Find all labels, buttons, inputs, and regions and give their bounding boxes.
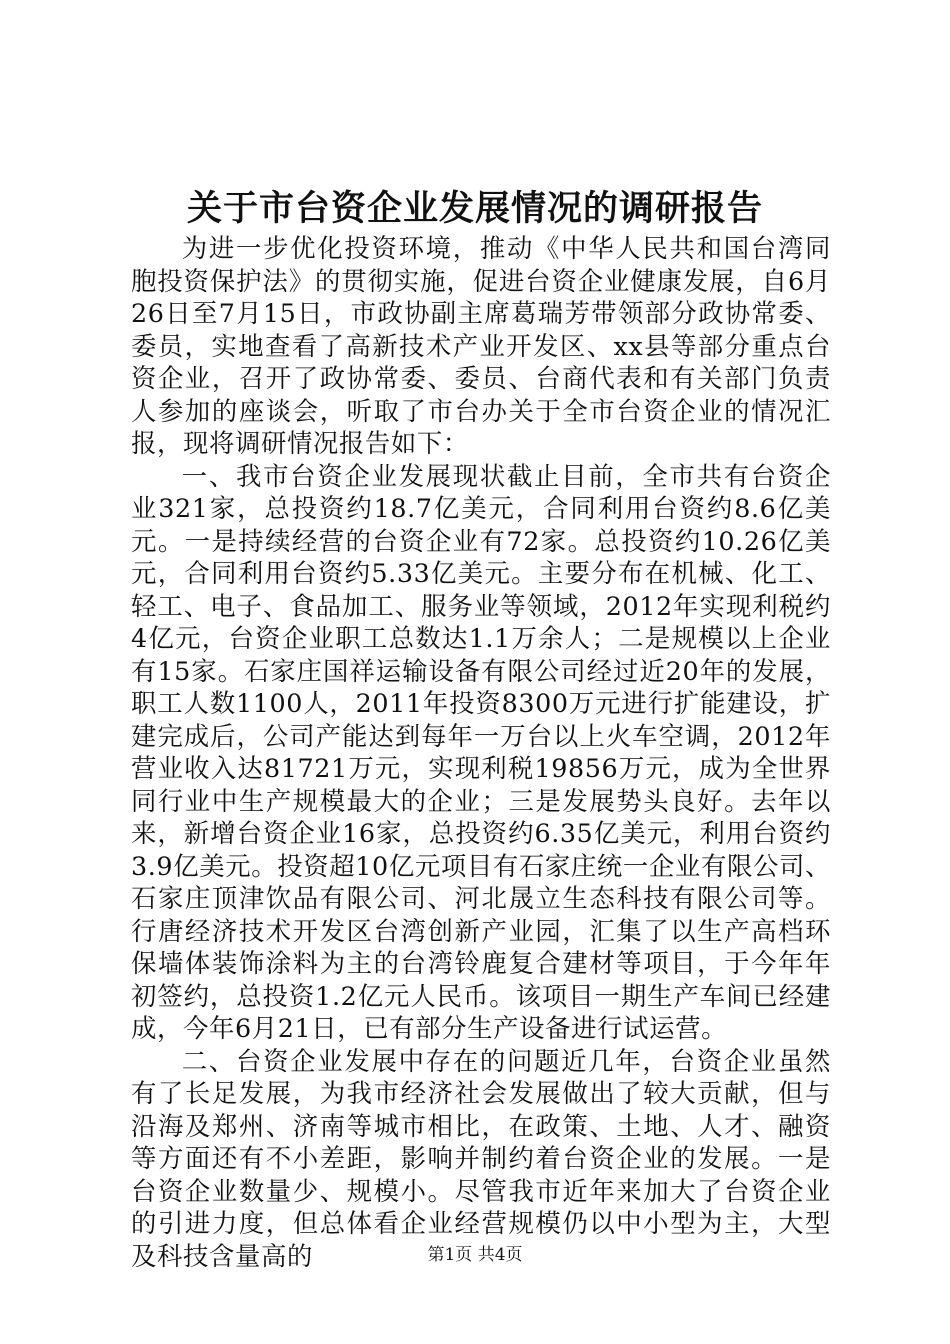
page-number-footer: 第1页 共4页 xyxy=(427,1245,523,1265)
paragraph-section-1: 一、我市台资企业发展现状截止目前，全市共有台资企业321家，总投资约18.7亿美元，合同利用台资约8.6亿美元。一是持续经营的台资企业有72家。总投资约10.26亿美元，合同利用台资约5.33亿美元。主要分布在机械、化工、轻工、电子、食品加工、服务业等领域，2012年实现利税约4亿元，台资企业职工总数达1.1万余人；二是规模以上企业有15家。石家庄国祥运输设备有限公司经过近20年的发展，职工人数1100人，2011年投资8300万元进行扩能建设，扩建完成后，公司产能达到每年一万台以上火车空调，2012年营业收入达81721万元，实现利税19856万元，成为全世界同行业中生产规模最大的企业；三是发展势头良好。去年以来，新增台资企业16家，总投资约6.35亿美元，利用台资约3.9亿美元。投资超10亿元项目有石家庄统一企业有限公司、石家庄顶津饮品有限公司、河北晟立生态科技有限公司等。行唐经济技术开发区台湾创新产业园，汇集了以生产高档环保墙体装饰涂料为主的台湾铃鹿复合建材等项目，于今年年初签约，总投资1.2亿元人民币。该项目一期生产车间已经建成，今年6月21日，已有部分生产设备进行试运营。 xyxy=(131,460,831,1043)
document-body xyxy=(131,232,831,1272)
paragraph-intro: 为进一步优化投资环境，推动《中华人民共和国台湾同胞投资保护法》的贯彻实施，促进台资企业健康发展，自6月26日至7月15日，市政协副主席葛瑞芳带领部分政协常委、委员，实地查看了高新技术产业开发区、xx县等部分重点台资企业，召开了政协常委、委员、台商代表和有关部门负责人参加的座谈会，听取了市台办关于全市台资企业的情况汇报，现将调研情况报告如下： xyxy=(131,233,831,458)
paragraph-section-2: 二、台资企业发展中存在的问题近几年，台资企业虽然有了长足发展，为我市经济社会发展做出了较大贡献，但与沿海及郑州、济南等城市相比，在政策、土地、人才、融资等方面还有不小差距，影响并制约着台资企业的发展。一是台资企业数量少、规模小。尽管我市近年来加大了台资企业的引进力度，但总体看企业经营规模仍以中小型为主，大型及科技含量高的 xyxy=(131,1045,831,1271)
document-title: 关于市台资企业发展情况的调研报告 xyxy=(186,188,763,229)
